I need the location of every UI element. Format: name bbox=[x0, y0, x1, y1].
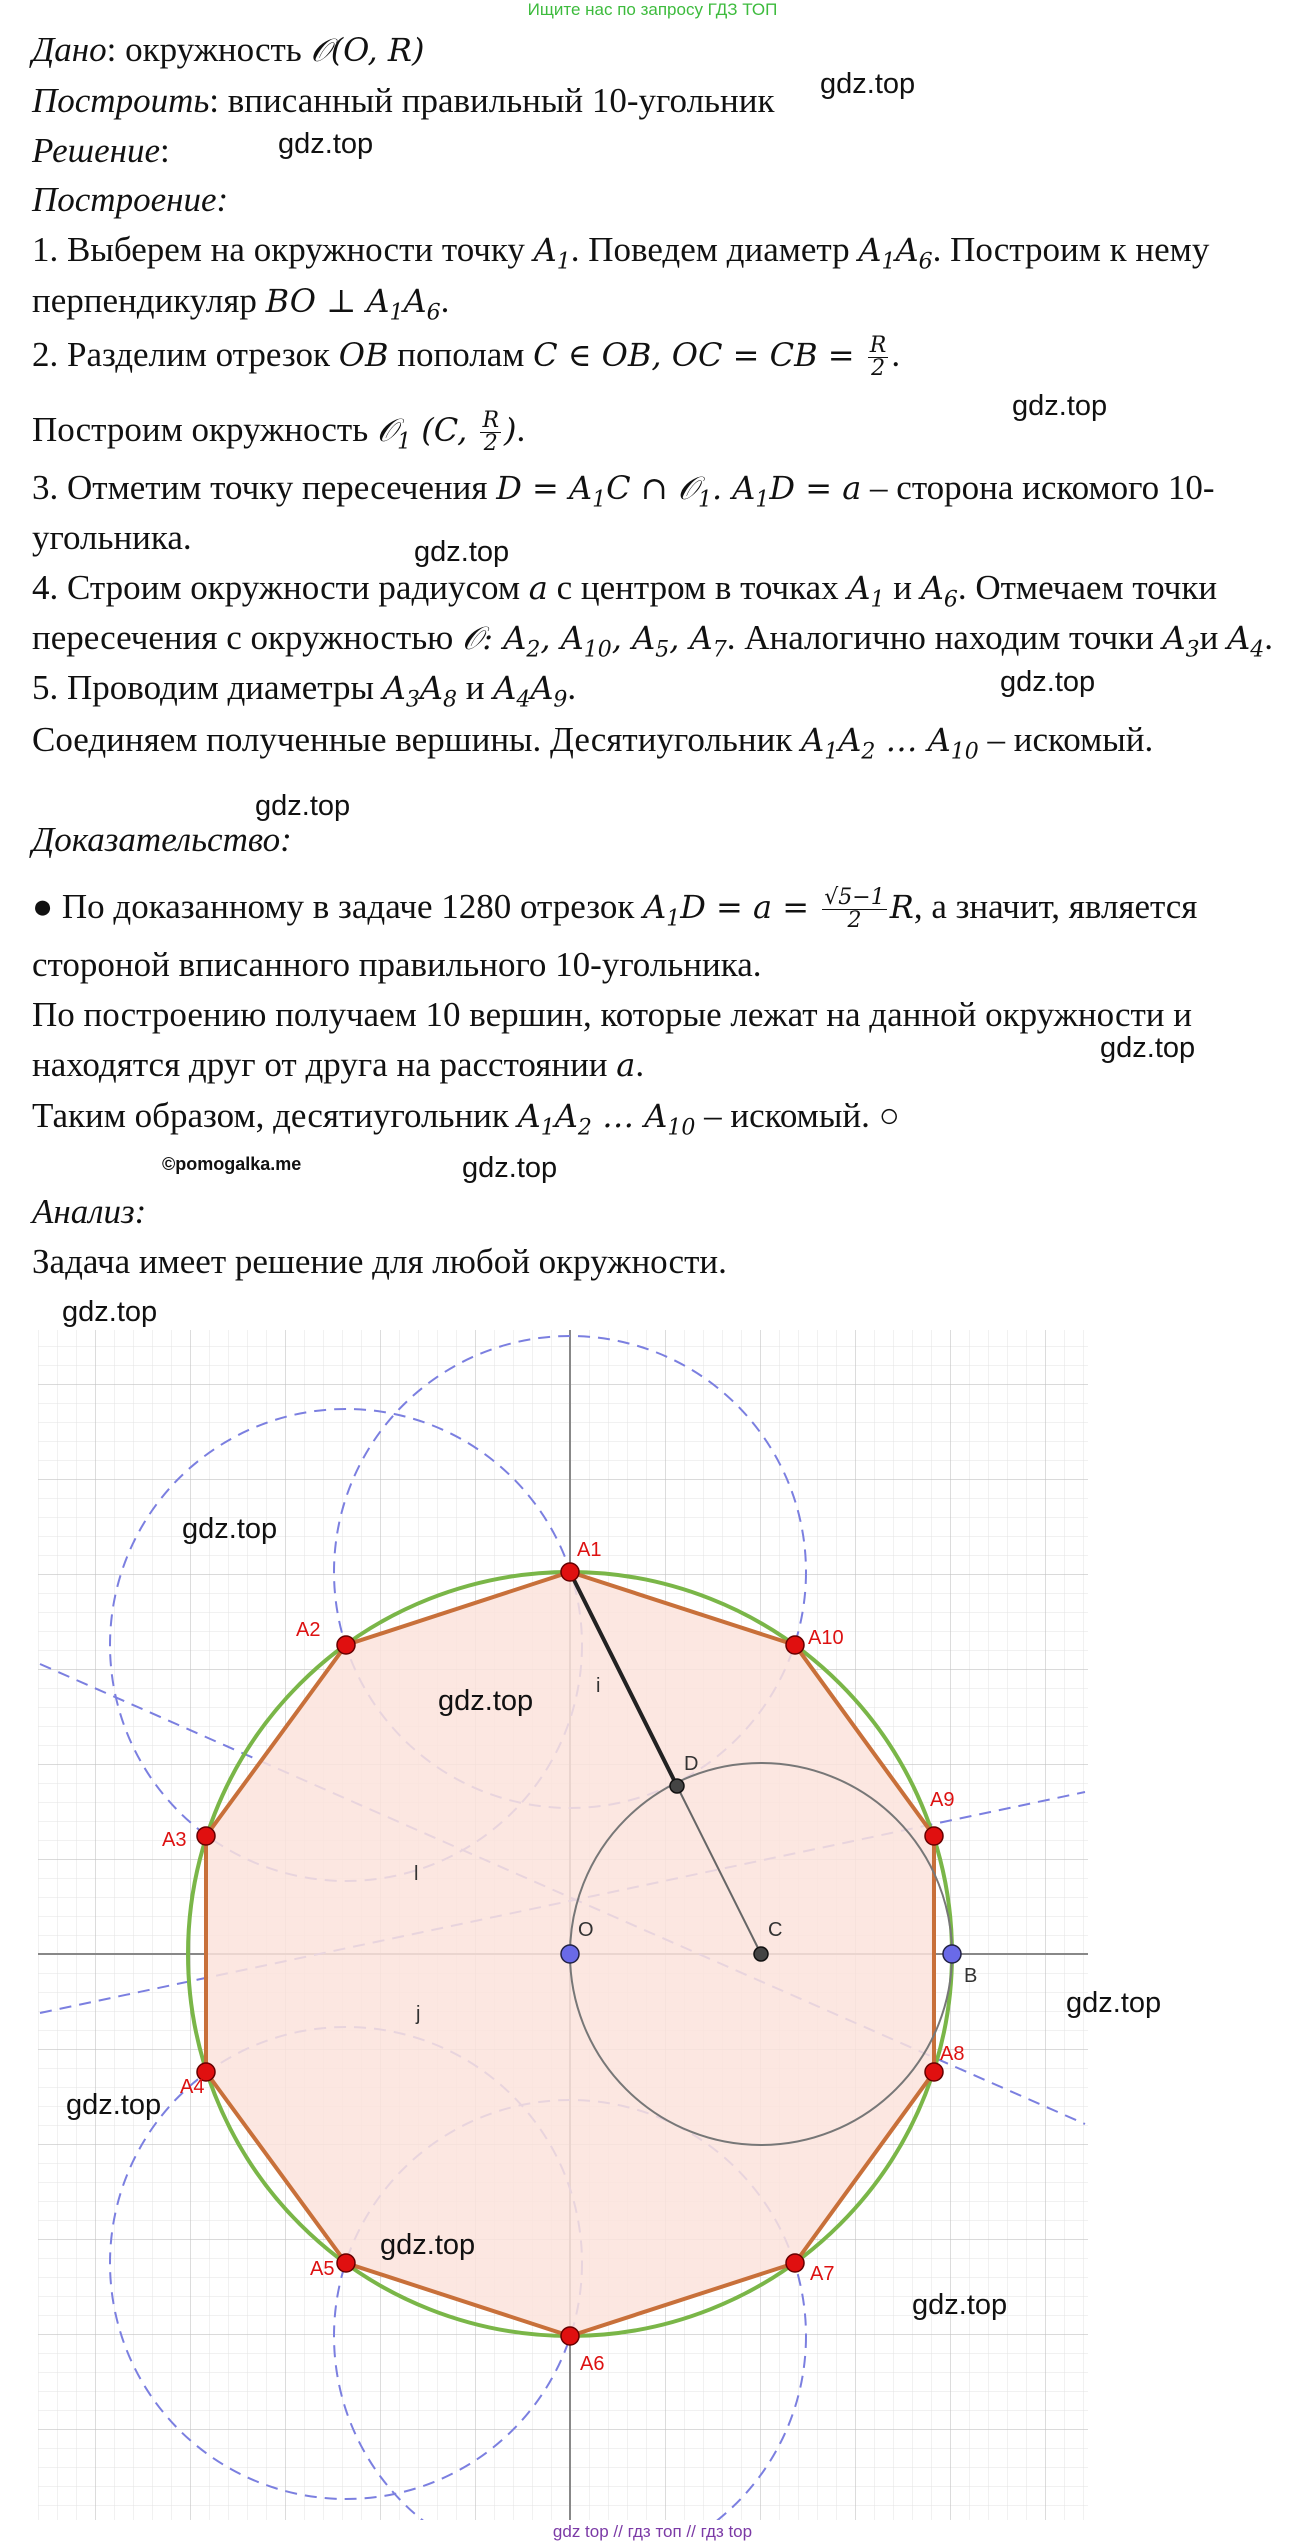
label-A10: A10 bbox=[808, 1627, 844, 1649]
math-sqrt5-frac: $\frac{√5-1}{2}$ bbox=[824, 885, 885, 934]
math-A3A8: $A_3A_8$ bbox=[382, 669, 457, 713]
construct-line bbox=[32, 81, 774, 121]
label-j: j bbox=[416, 2003, 421, 2025]
point-C bbox=[754, 1947, 768, 1961]
proof-text-5b: – искомый. ○ bbox=[695, 1096, 900, 1135]
proof-text-5a: Таким образом, десятиугольник bbox=[32, 1096, 518, 1135]
math-d-intersection: $D = A_1C$ ∩ 𝒪$_1$. $A_1D = a$ bbox=[496, 469, 862, 513]
vertex-A7 bbox=[786, 2254, 804, 2272]
step-6-text: Соединяем полученные вершины. Десятиугольник bbox=[32, 720, 802, 759]
vertex-A1 bbox=[561, 1563, 579, 1581]
point-D bbox=[670, 1779, 684, 1793]
proof-line-4: находятся друг от друга на расстоянии a. bbox=[32, 1045, 645, 1084]
math-o1: 𝒪$_1$ (C, bbox=[376, 411, 478, 455]
vertex-A10 bbox=[786, 1636, 804, 1654]
label-l: l bbox=[414, 1863, 419, 1885]
math-a: a bbox=[528, 569, 548, 607]
label-C: C bbox=[768, 1919, 783, 1941]
construction-figure bbox=[0, 1310, 1305, 2520]
watermark: gdz.top bbox=[414, 536, 510, 568]
step-6-line bbox=[32, 720, 1153, 772]
proof-text-2: стороной вписанного правильного 10-угольника. bbox=[32, 945, 762, 984]
proof-text-4: находятся друг от друга на расстоянии bbox=[32, 1045, 617, 1084]
math-decagon-b: $A_1A_2$ … $A_{10}$ bbox=[517, 1097, 696, 1141]
step-4-line-2: пересечения с окружностью 𝒪: $A_2$, $A_{10}$, $A_5$, $A_7$. Аналогично находим точки $A_3и$ $A_4$. bbox=[32, 618, 1273, 663]
label-A3: A3 bbox=[162, 1829, 187, 1851]
footer-note: gdz top // гдз топ // гдз top bbox=[552, 2522, 753, 2541]
math-decagon: $A_1A_2$ … $A_{10}$ bbox=[801, 721, 979, 765]
solution-line: Решение: bbox=[32, 131, 170, 170]
step-5-line: 5. Проводим диаметры $A_3A_8$ и $A_4A_9$. bbox=[32, 668, 577, 713]
math-A3: $A_3$ bbox=[1162, 619, 1200, 663]
math-a1d-eq: $A_1D = a$ = bbox=[643, 888, 820, 932]
watermark: gdz.top bbox=[462, 1152, 558, 1184]
watermark: gdz.top bbox=[438, 1685, 534, 1717]
analysis-heading bbox=[32, 1192, 146, 1232]
step-5-text-a: 5. Проводим диаметры bbox=[32, 668, 383, 707]
vertex-A3 bbox=[197, 1827, 215, 1845]
label-O: O bbox=[578, 1919, 594, 1941]
point-B bbox=[943, 1945, 961, 1963]
watermark: gdz.top bbox=[912, 2289, 1008, 2321]
proof-line-2 bbox=[32, 945, 762, 985]
math-bo-perp: BO ⊥ $A_1A_6$ bbox=[265, 282, 441, 326]
math-A1-b: $A_1$ bbox=[847, 569, 885, 613]
watermark: gdz.top bbox=[66, 2089, 162, 2121]
watermark: gdz.top bbox=[1012, 390, 1108, 422]
label-A2: A2 bbox=[296, 1619, 321, 1641]
step-3-line-2 bbox=[32, 518, 192, 558]
point-O bbox=[561, 1945, 579, 1963]
watermark: gdz.top bbox=[278, 128, 374, 160]
step-1-text-b: . Поведем диаметр bbox=[570, 230, 859, 269]
construct-text: : вписанный правильный 10-угольник bbox=[209, 81, 775, 120]
math-A1: $A_1$ bbox=[533, 231, 571, 275]
vertex-A9 bbox=[925, 1827, 943, 1845]
construct-label: Построить bbox=[32, 81, 210, 120]
step-5-text-b: и bbox=[456, 668, 494, 707]
watermark: gdz.top bbox=[62, 1296, 158, 1328]
watermark: gdz.top bbox=[1000, 666, 1096, 698]
step-1-line-1 bbox=[32, 230, 1209, 282]
step-4-line-1 bbox=[32, 568, 1217, 620]
step-4-text-g: и bbox=[1199, 618, 1228, 657]
label-A5: A5 bbox=[310, 2258, 335, 2280]
watermark: gdz.top bbox=[1100, 1032, 1196, 1064]
step-1-line-2: перпендикуляр BO ⊥ $A_1A_6$. bbox=[32, 281, 450, 326]
math-A4: $A_4$ bbox=[1227, 619, 1265, 663]
watermark: gdz.top bbox=[380, 2229, 476, 2261]
step-4-text-a: 4. Строим окружности радиусом bbox=[32, 568, 529, 607]
given-text: : окружность bbox=[106, 30, 311, 69]
solution-label: Решение bbox=[32, 131, 161, 170]
step-6-text-b: – искомый. bbox=[978, 720, 1154, 759]
analysis-label: Анализ: bbox=[32, 1192, 147, 1231]
proof-text-b: , а значит, является bbox=[913, 887, 1198, 926]
label-A7: A7 bbox=[810, 2263, 835, 2285]
step-4-text-d: . Отмечаем точки bbox=[957, 568, 1218, 607]
proof-line-3 bbox=[32, 995, 1192, 1035]
step-3-line-1 bbox=[32, 468, 1215, 520]
step-3-text-a: 3. Отметим точку пересечения bbox=[32, 468, 497, 507]
watermark: gdz.top bbox=[820, 68, 916, 100]
label-A6: A6 bbox=[580, 2353, 605, 2375]
vertex-A2 bbox=[337, 1636, 355, 1654]
step-4-text-b: с центром в точках bbox=[547, 568, 848, 607]
analysis-text: Задача имеет решение для любой окружности. bbox=[32, 1242, 727, 1281]
step-2-text-c: Построим окружность bbox=[32, 410, 377, 449]
analysis-line bbox=[32, 1242, 727, 1282]
vertex-A5 bbox=[337, 2254, 355, 2272]
header-note: Ищите нас по запросу ГДЗ ТОП bbox=[527, 0, 778, 19]
step-1-text-c: . Построим к нему bbox=[932, 230, 1210, 269]
given-math: 𝒪(O, R) bbox=[310, 31, 425, 69]
copyright: ©pomogalka.me bbox=[162, 1154, 302, 1174]
label-B: B bbox=[964, 1965, 978, 1987]
construction-label: Построение: bbox=[32, 180, 229, 219]
math-r-over-2: $\frac{R}{2}$ bbox=[869, 333, 887, 382]
proof-line-5 bbox=[32, 1096, 900, 1148]
label-A9: A9 bbox=[930, 1789, 955, 1811]
step-1-text-a: 1. Выберем на окружности точку bbox=[32, 230, 534, 269]
given-line bbox=[32, 30, 424, 70]
math-points-list: 𝒪: $A_2$, $A_{10}$, $A_5$, $A_7$ bbox=[462, 619, 727, 663]
step-2-line-2: Построим окружность 𝒪$_1$ (C, $\frac{R}{2}$ ). bbox=[32, 408, 526, 457]
proof-text-a: ● По доказанному в задаче 1280 отрезок bbox=[32, 887, 644, 926]
watermark: gdz.top bbox=[255, 790, 351, 822]
step-1-text-d: перпендикуляр bbox=[32, 281, 266, 320]
step-4-text-f: . Аналогично находим точки bbox=[726, 618, 1163, 657]
math-a-dist: a bbox=[616, 1046, 636, 1084]
given-label: Дано bbox=[32, 30, 107, 69]
proof-text-3: По построению получаем 10 вершин, которые лежат на данной окружности и bbox=[32, 995, 1192, 1034]
proof-heading bbox=[32, 820, 292, 860]
math-c-in-ob: C ∈ OB, OC = CB = bbox=[533, 336, 865, 374]
label-A1: A1 bbox=[577, 1539, 602, 1561]
label-A8: A8 bbox=[940, 2043, 965, 2065]
label-i: i bbox=[596, 1675, 601, 1697]
step-2-text-b: пополам bbox=[388, 335, 534, 374]
watermark: gdz.top bbox=[182, 1513, 278, 1545]
label-D: D bbox=[684, 1753, 699, 1775]
step-4-text-e: пересечения с окружностью bbox=[32, 618, 463, 657]
math-A6: $A_6$ bbox=[920, 569, 958, 613]
step-3-text-c: угольника. bbox=[32, 518, 192, 557]
step-4-text-c: и bbox=[884, 568, 921, 607]
math-A1A6: $A_1A_6$ bbox=[858, 231, 933, 275]
vertex-A6 bbox=[561, 2327, 579, 2345]
construction-heading bbox=[32, 180, 228, 220]
proof-label: Доказательство: bbox=[32, 820, 292, 859]
label-A4: A4 bbox=[180, 2076, 205, 2098]
math-A4A9: $A_4A_9$ bbox=[493, 669, 568, 713]
vertex-A8 bbox=[925, 2063, 943, 2081]
proof-line-1: ● По доказанному в задаче 1280 отрезок $A_1D = a$ = $\frac{√5-1}{2}$ R, а значит, является bbox=[32, 885, 1198, 934]
math-OB: OB bbox=[338, 336, 389, 374]
step-2-line-1: 2. Разделим отрезок OB пополам C ∈ OB, OC = CB = $\frac{R}{2}$ . bbox=[32, 333, 901, 382]
math-r-over-2-b: $\frac{R}{2}$ bbox=[482, 408, 500, 457]
step-3-text-b: – сторона искомого 10- bbox=[861, 468, 1215, 507]
watermark: gdz.top bbox=[1066, 1987, 1162, 2019]
step-2-text-a: 2. Разделим отрезок bbox=[32, 335, 339, 374]
